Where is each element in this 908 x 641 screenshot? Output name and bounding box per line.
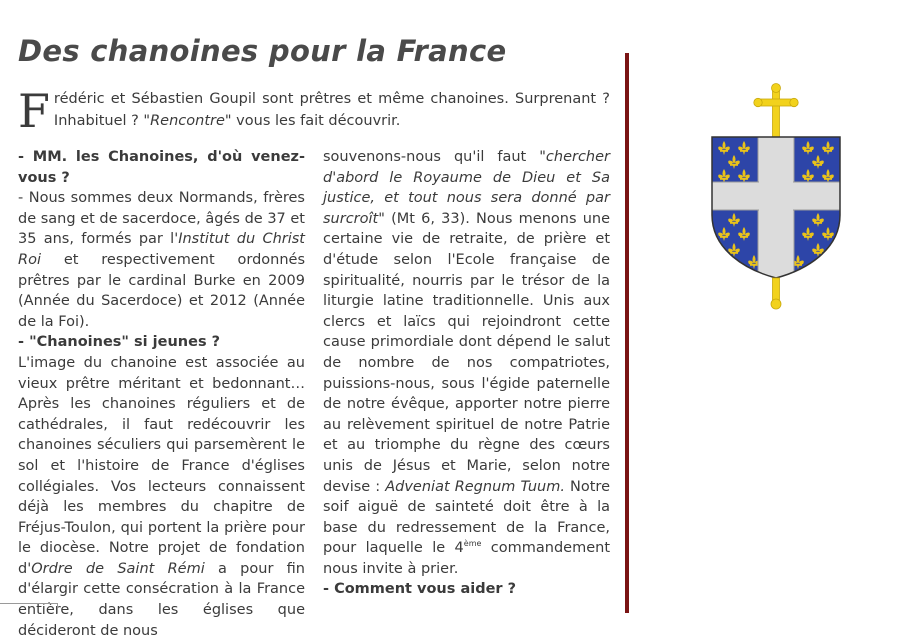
article-title: Des chanoines pour la France <box>18 34 507 68</box>
text-column-left <box>18 147 305 641</box>
drop-cap: F <box>18 84 50 138</box>
question-help: - Comment vous aider ? <box>323 581 517 598</box>
column-divider-rule <box>625 53 629 613</box>
article-intro <box>18 84 610 138</box>
intro-text: rédéric et Sébastien Goupil sont prêtres et même chanoines. Surprenant ? Inhabituel ? " <box>53 91 610 129</box>
answer-young: L'image du chanoine est associée au vieux prêtre méritant et bedonnant… Après les chanoines réguliers et de cathédrales, il faut redécouvrir les chanoines séculiers qui parsemèrent le sol et l'histoire de France d'églises collégiales. Vos lecteurs connaissent déjà les membres du chapitre de Fréjus-Toulon, qui portent la prière pour le diocèse. Notre projet de fondation d'Ordre de Saint Rémi a pour fin d'élargir cette consécration à la France entière, dans les églises que décideront de nous <box>18 354 305 639</box>
staff-bottom <box>773 278 780 302</box>
question-young: - "Chanoines" si jeunes ? <box>18 334 221 351</box>
answer-origin: - Nous sommes deux Normands, frères de sang et de sacerdoce, âgés de 37 et 35 ans, formés par l'Institut du Christ Roi et respectivement ordonnés prêtres par le cardinal Burke en 2009 (Année du Sacerdoce) et 2012 (Année de la Foi). <box>18 190 305 330</box>
intro-magazine-name: Rencontre <box>150 113 225 129</box>
intro-text-end: " vous les fait découvrir. <box>224 113 401 129</box>
answer-continued: souvenons-nous qu'il faut "chercher d'abord le Royaume de Dieu et Sa justice, et tout nous sera donné par surcroît" (Mt 6, 33). Nous menons une certaine vie de retraite, de prière et d'étude selon l'Ecole française de spiritualité, nourris par le trésor de la liturgie latine traditionnelle. Unis aux clercs et laïcs qui rejoindront cette cause primordiale dont dépend le salut de nombre de nos compatriotes, puissions-nous, sous l'égide paternelle de notre évêque, apporter notre pierre au relèvement spirituel de notre Patrie et au triomphe du règne des cœurs unis de Jésus et Marie, selon notre devise : Adveniat Regnum Tuum. Notre soif aiguë de sainteté doit être à la base du redressement de la France, pour laquelle le 4ème commandement nous invite à prier. <box>323 149 611 577</box>
coat-of-arms-icon <box>706 80 846 316</box>
text-column-right <box>323 147 610 600</box>
question-origin: - MM. les Chanoines, d'où venez-vous ? <box>18 149 305 186</box>
corner-fragment <box>0 603 58 613</box>
staff-top <box>773 88 780 143</box>
